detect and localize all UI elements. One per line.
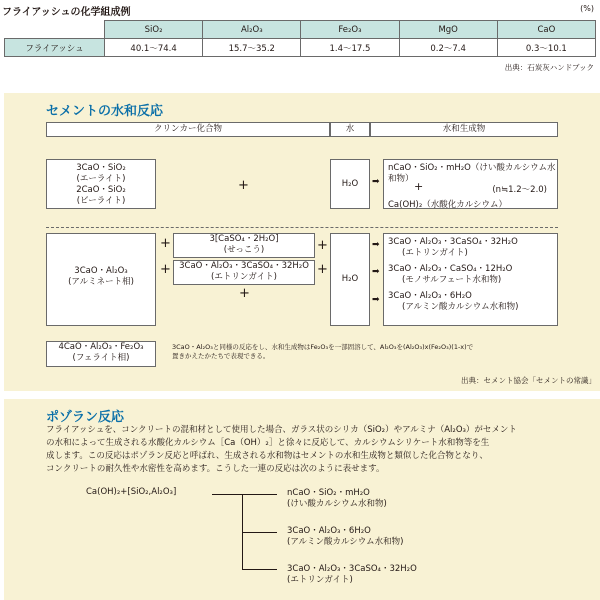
col-header-water bbox=[330, 122, 370, 137]
table-header-blank bbox=[5, 21, 105, 39]
reaction1-output-box bbox=[383, 159, 558, 209]
pozzolan-prod2-formula: 3CaO・Al₂O₃・6H₂O bbox=[287, 526, 371, 536]
reaction2-ettringite-name: (エトリンガイト) bbox=[211, 272, 277, 282]
reaction2-arrow-3-icon: ➡ bbox=[372, 295, 380, 305]
reaction2-gypsum-box bbox=[173, 233, 315, 258]
pozzolan-product-3 bbox=[287, 564, 417, 586]
reaction1-arrow-icon: ➡ bbox=[372, 177, 380, 187]
divider-line bbox=[46, 227, 558, 228]
pozzolan-title: ポゾラン反応 bbox=[46, 410, 125, 425]
col-header-products-label: 水和生成物 bbox=[442, 124, 486, 134]
reaction3-ferrite-formula: 4CaO・Al₂O₃・Fe₂O₃ bbox=[58, 342, 144, 352]
col-header-clinker-label: クリンカー化合物 bbox=[153, 124, 222, 134]
reaction2-ettringite-box bbox=[173, 260, 315, 285]
table-header-al2o3: Al₂O₃ bbox=[203, 21, 301, 39]
reaction2-out3-name: (アルミン酸カルシウム水和物) bbox=[402, 302, 519, 312]
reaction3-ferrite-name: (フェライト相) bbox=[72, 353, 130, 363]
pozzolan-panel bbox=[4, 399, 600, 600]
reaction2-water-box bbox=[330, 233, 370, 326]
reaction2-plus-2: + bbox=[160, 262, 171, 277]
col-header-products bbox=[370, 122, 558, 137]
pozzolan-prod3-formula: 3CaO・Al₂O₃・3CaSO₄・32H₂O bbox=[287, 564, 417, 574]
pozzolan-prod2-name: (アルミン酸カルシウム水和物) bbox=[287, 537, 404, 547]
col-header-water-label: 水 bbox=[345, 124, 355, 134]
table-header-cao: CaO bbox=[497, 21, 595, 39]
pozzolan-prod1-formula: nCaO・SiO₂・mH₂O bbox=[287, 488, 370, 498]
reaction1-alite-name: (エーライト) bbox=[76, 174, 126, 184]
table-cell-cao: 0.3～10.1 bbox=[497, 39, 595, 57]
pozzolan-prod3-name: (エトリンガイト) bbox=[287, 575, 353, 585]
reaction3-input-box bbox=[46, 341, 156, 367]
pozzolan-description bbox=[46, 424, 598, 476]
pozzolan-product-1 bbox=[287, 488, 387, 510]
pozzolan-para-line3: 成します。この反応はポゾラン反応と呼ばれ、生成される水和物はセメントの水和生成物と類似した化合物となり、 bbox=[46, 451, 488, 461]
reaction2-ettringite-formula: 3CaO・Al₂O₃・3CaSO₄・32H₂O bbox=[179, 261, 309, 271]
reaction2-gypsum-formula: 3[CaSO₄・2H₂O] bbox=[209, 234, 279, 244]
connector-horizontal-main bbox=[212, 494, 277, 495]
reaction2-gypsum-name: (せっこう) bbox=[223, 245, 265, 255]
reaction1-belite-name: (ビーライト) bbox=[76, 196, 126, 206]
reaction2-water-label: H₂O bbox=[341, 274, 359, 284]
composition-table bbox=[4, 20, 596, 57]
pozzolan-product-2 bbox=[287, 526, 404, 548]
reaction2-aluminate-name: (アルミネート相) bbox=[68, 277, 134, 287]
reaction3-note-line1: 3CaO・Al₂O₃と同様の反応をし、水和生成物はFe₂O₃を一部固溶して、Al₂O₃を(Al₂O₃)x(Fe₂O₃)(1-x)で bbox=[172, 343, 474, 351]
reaction1-csh: nCaO・SiO₂・mH₂O（けい酸カルシウム水和物） bbox=[388, 163, 556, 184]
reaction2-out1-name: (エトリンガイト) bbox=[402, 248, 468, 258]
reaction2-input-box bbox=[46, 233, 156, 326]
reaction1-ch: Ca(OH)₂（水酸化カルシウム） bbox=[388, 200, 507, 210]
table-source: 出典：石炭灰ハンドブック bbox=[504, 63, 594, 72]
table-header-mgo: MgO bbox=[399, 21, 497, 39]
hydration-title: セメントの水和反応 bbox=[46, 104, 164, 119]
reaction2-plus-4: + bbox=[317, 262, 328, 277]
reaction2-out2-formula: 3CaO・Al₂O₃・CaSO₄・12H₂O bbox=[388, 264, 513, 274]
reaction1-plus: + bbox=[238, 178, 249, 193]
table-header-fe2o3: Fe₂O₃ bbox=[301, 21, 399, 39]
table-row-label: フライアッシュ bbox=[5, 39, 105, 57]
pozzolan-para-line1: フライアッシュを、コンクリートの混和材として使用した場合、ガラス状のシリカ（SiO₂）やアルミナ（Al₂O₃）がセメント bbox=[46, 425, 517, 435]
reaction2-plus-5: + bbox=[239, 286, 250, 301]
reaction1-belite-formula: 2CaO・SiO₂ bbox=[76, 185, 126, 195]
col-header-clinker bbox=[46, 122, 330, 137]
table-header-sio2: SiO₂ bbox=[105, 21, 203, 39]
reaction1-water-label: H₂O bbox=[341, 179, 359, 189]
reaction2-out3-formula: 3CaO・Al₂O₃・6H₂O bbox=[388, 291, 472, 301]
reaction1-alite-formula: 3CaO・SiO₂ bbox=[76, 163, 126, 173]
connector-horizontal-2 bbox=[242, 532, 277, 533]
reaction3-note-line2: 置きかえたかたちで表現できる。 bbox=[172, 352, 270, 360]
reaction2-aluminate-formula: 3CaO・Al₂O₃ bbox=[74, 266, 128, 276]
pozzolan-para-line4: コンクリートの耐久性や水密性を高めます。こうした一連の反応は次のように表せます。 bbox=[46, 464, 385, 474]
reaction1-input-box bbox=[46, 159, 156, 209]
table-header-row bbox=[5, 21, 596, 39]
reaction2-out2-name: (モノサルフェート水和物) bbox=[402, 275, 502, 285]
pozzolan-reactant: Ca(OH)₂+[SiO₂,Al₂O₃] bbox=[86, 487, 177, 497]
reaction3-note bbox=[172, 343, 562, 361]
table-unit: (%) bbox=[580, 4, 594, 13]
pozzolan-para-line2: の水和によって生成される水酸化カルシウム［Ca（OH）₂］と徐々に反応して、カルシウムシリケート水和物等を生 bbox=[46, 438, 490, 448]
reaction2-plus-3: + bbox=[317, 238, 328, 253]
table-cell-mgo: 0.2～7.4 bbox=[399, 39, 497, 57]
reaction2-plus-1: + bbox=[160, 236, 171, 251]
reaction2-arrow-2-icon: ➡ bbox=[372, 267, 380, 277]
table-title: フライアッシュの化学組成例 bbox=[2, 7, 131, 18]
reaction1-water-box bbox=[330, 159, 370, 209]
hydration-panel bbox=[4, 93, 600, 391]
reaction2-out1-formula: 3CaO・Al₂O₃・3CaSO₄・32H₂O bbox=[388, 237, 518, 247]
table-cell-fe2o3: 1.4～17.5 bbox=[301, 39, 399, 57]
hydration-source: 出典：セメント協会「セメントの常識」 bbox=[461, 376, 596, 385]
table-row bbox=[5, 39, 596, 57]
reaction1-output-plus: + bbox=[414, 180, 424, 193]
reaction2-output-box bbox=[383, 233, 558, 326]
connector-horizontal-3 bbox=[242, 569, 277, 570]
table-cell-al2o3: 15.7～35.2 bbox=[203, 39, 301, 57]
pozzolan-prod1-name: (けい酸カルシウム水和物) bbox=[287, 499, 387, 509]
reaction1-csh-note: (n≒1.2～2.0) bbox=[492, 185, 547, 195]
reaction2-arrow-1-icon: ➡ bbox=[372, 240, 380, 250]
table-cell-sio2: 40.1～74.4 bbox=[105, 39, 203, 57]
